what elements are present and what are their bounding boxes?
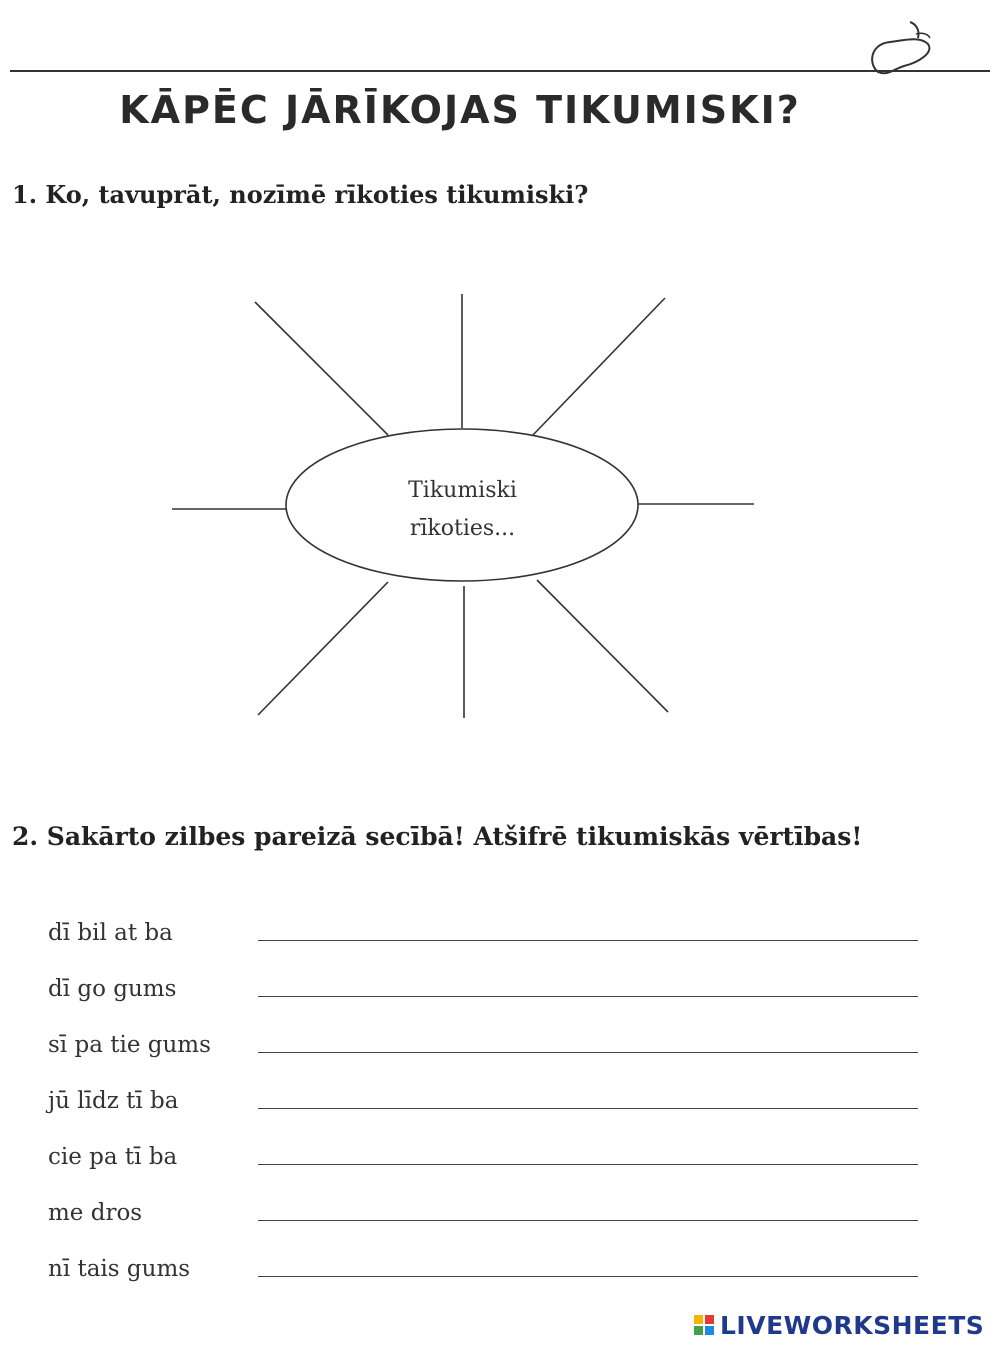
syllables: jū līdz tī ba (48, 1088, 179, 1114)
logo-squares-icon (694, 1315, 714, 1335)
center-ellipse (286, 429, 638, 581)
logo-square (705, 1315, 714, 1324)
question-1: 1. Ko, tavuprāt, nozīmē rīkoties tikumiski? (12, 180, 589, 209)
center-label-line2: rīkoties... (409, 516, 516, 541)
syllables: sī pa tie gums (48, 1032, 211, 1058)
answer-input[interactable] (258, 940, 918, 941)
syllables: dī go gums (48, 976, 177, 1002)
page-title: KĀPĒC JĀRĪKOJAS TIKUMISKI? (119, 88, 801, 132)
logo-text: LIVEWORKSHEETS (720, 1310, 985, 1340)
question-2: 2. Sakārto zilbes pareizā secībā! Atšifrē tikumiskās vērtības! (12, 822, 863, 851)
sun-diagram (0, 280, 1000, 730)
syllables: cie pa tī ba (48, 1144, 178, 1170)
answer-input[interactable] (258, 1164, 918, 1165)
syllables: me dros (48, 1200, 143, 1226)
center-label-line1: Tikumiski (408, 478, 517, 503)
answer-input[interactable] (258, 1276, 918, 1277)
answer-input[interactable] (258, 1108, 918, 1109)
ray-bottom-right (537, 580, 668, 712)
answer-input[interactable] (258, 1220, 918, 1221)
pepper-icon (860, 14, 940, 84)
logo-square (694, 1326, 703, 1335)
syllables: nī tais gums (48, 1256, 191, 1282)
answer-input[interactable] (258, 1052, 918, 1053)
ray-top-left (255, 302, 388, 435)
syllables: dī bil at ba (48, 920, 173, 946)
ray-bottom-left (258, 582, 388, 715)
logo-square (705, 1326, 714, 1335)
logo-square (694, 1315, 703, 1324)
ray-top-right (533, 298, 665, 435)
answer-input[interactable] (258, 996, 918, 997)
top-rule (10, 70, 990, 72)
liveworksheets-logo (694, 1310, 984, 1340)
